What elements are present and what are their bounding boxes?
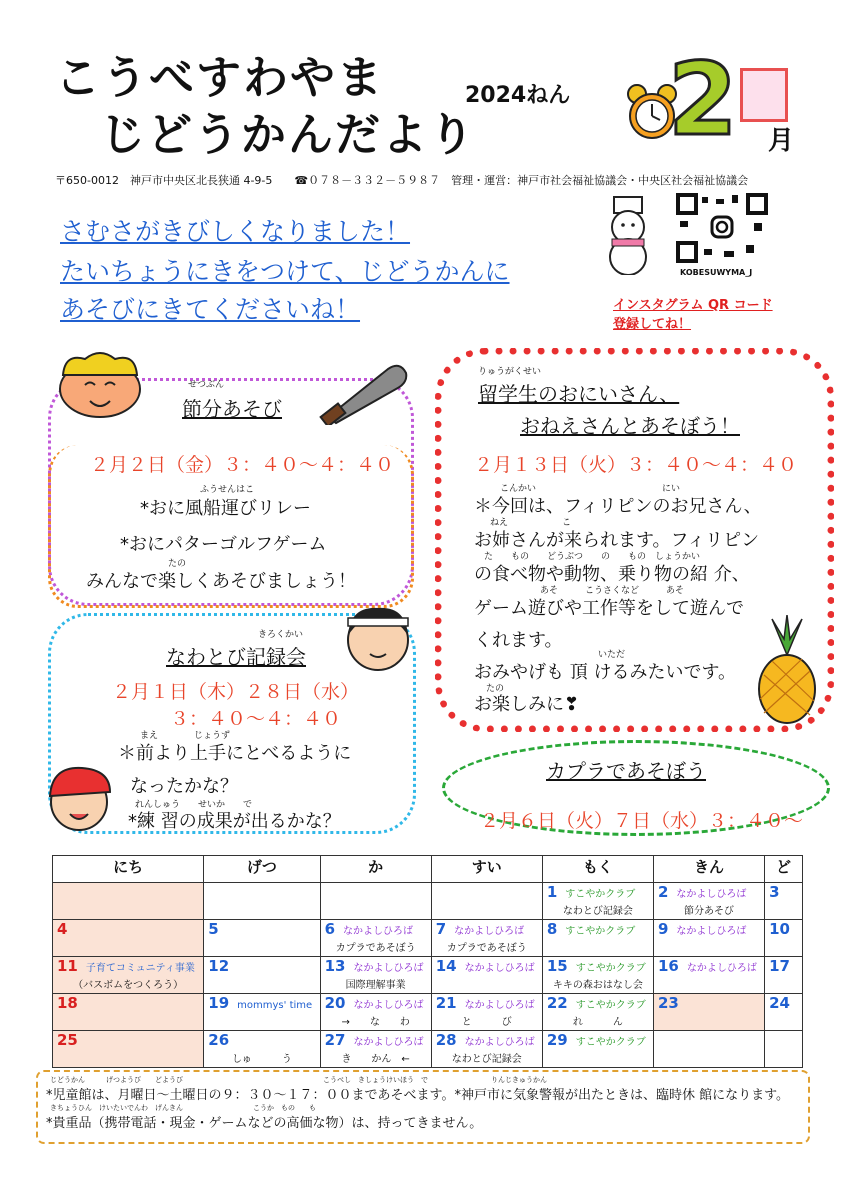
day-club-label: すこやかクラブ bbox=[575, 963, 646, 974]
snowman-icon bbox=[596, 195, 660, 275]
calendar-table bbox=[52, 855, 803, 1068]
calendar-day-cell bbox=[53, 994, 204, 1031]
day-club-label: なかよしひろば bbox=[464, 1000, 535, 1011]
day-club-label: なかよしひろば bbox=[454, 926, 525, 937]
day-club-label: なかよしひろば bbox=[464, 1037, 535, 1048]
calendar-day-cell bbox=[204, 957, 320, 994]
instagram-id: KOBESUWYMA_J bbox=[680, 268, 753, 277]
calendar-day-cell bbox=[320, 883, 431, 920]
calendar-header-row bbox=[53, 856, 803, 883]
oni-illustration-icon bbox=[45, 345, 155, 425]
child-cap-icon bbox=[40, 758, 118, 836]
calendar-day-cell bbox=[320, 920, 431, 957]
window-icon bbox=[740, 68, 788, 122]
calendar-day-cell bbox=[653, 1031, 764, 1068]
day-number: 26 bbox=[208, 1031, 230, 1049]
calendar-week-row bbox=[53, 994, 803, 1031]
calendar-day-cell bbox=[53, 1031, 204, 1068]
nawatobi-title: なわとび記録会 bbox=[166, 645, 306, 669]
header-sat: ど bbox=[765, 856, 803, 883]
day-number: 20 bbox=[324, 994, 346, 1012]
calendar-day-cell bbox=[204, 883, 320, 920]
nawatobi-ruby: きろくかい bbox=[258, 630, 304, 640]
day-number: 24 bbox=[769, 994, 790, 1012]
calendar-day-cell bbox=[653, 920, 764, 957]
nawatobi-date2: ３：４０～４：４０ bbox=[170, 708, 342, 730]
day-club-label: なかよしひろば bbox=[464, 963, 535, 974]
instagram-label: インスタグラム QR コード bbox=[613, 298, 773, 313]
setsubun-date: ２月２日（金）３：４０～４：４０ bbox=[90, 454, 395, 476]
day-club-label: なかよしひろば bbox=[353, 963, 424, 974]
calendar-day-cell bbox=[320, 1031, 431, 1068]
ryugakusei-line3: の食べ物や動物、乗り物の紹 介、 bbox=[474, 564, 750, 585]
day-number: 12 bbox=[208, 957, 230, 975]
calendar-week-row bbox=[53, 957, 803, 994]
setsubun-ruby-line1: ふうせんはこ bbox=[200, 485, 255, 495]
calendar-day-cell bbox=[653, 957, 764, 994]
setsubun-line3: みんなで楽しくあそびましょう！ bbox=[86, 571, 356, 592]
calendar-day-cell bbox=[53, 957, 204, 994]
day-number: 17 bbox=[769, 957, 790, 975]
day-number: 3 bbox=[769, 883, 780, 901]
month-kanji: 月 bbox=[768, 126, 795, 156]
calendar-day-cell bbox=[542, 957, 653, 994]
month-number: 2 bbox=[668, 41, 738, 158]
ryugakusei-line5: くれます。 bbox=[474, 630, 563, 651]
ryugakusei-line1: ＊今回は、フィリピンのお兄さん、 bbox=[474, 496, 762, 517]
child-headband-icon bbox=[338, 596, 418, 676]
day-number: 18 bbox=[57, 994, 78, 1012]
message-line3: あそびにきてくださいね！ bbox=[60, 295, 361, 324]
day-club-label: なかよしひろば bbox=[353, 1000, 424, 1011]
setsubun-ruby-line3: たの bbox=[168, 559, 187, 569]
club-illustration-icon bbox=[318, 355, 413, 425]
calendar-day-cell bbox=[431, 994, 542, 1031]
ryugakusei-ruby-line3: た もの どうぶつ の もの しょうかい bbox=[484, 552, 701, 562]
day-club-label: なかよしひろば bbox=[676, 926, 747, 937]
day-number: 29 bbox=[546, 1031, 568, 1049]
calendar-day-cell bbox=[431, 1031, 542, 1068]
day-club-label: なかよしひろば bbox=[686, 963, 757, 974]
ryugakusei-ruby-line7: たの bbox=[486, 684, 505, 694]
day-number: 5 bbox=[208, 920, 219, 938]
day-number: 9 bbox=[657, 920, 669, 938]
calendar-day-cell bbox=[320, 994, 431, 1031]
nawatobi-date1: ２月１日（木）２８日（水） bbox=[112, 681, 360, 703]
calendar-day-cell bbox=[53, 883, 204, 920]
calendar-week-row bbox=[53, 920, 803, 957]
day-number: 21 bbox=[435, 994, 457, 1012]
ryugakusei-ruby: りゅうがくせい bbox=[478, 367, 542, 377]
calendar-week-row bbox=[53, 1031, 803, 1068]
kapla-date: ２月６日（火）７日（水）３：４０～ bbox=[480, 810, 804, 832]
message-line1: さむさがきびしくなりました！ bbox=[60, 217, 411, 246]
day-event: → な わ bbox=[341, 1017, 410, 1028]
ryugakusei-ruby-line2: ねえ こ bbox=[490, 518, 572, 528]
calendar-day-cell bbox=[204, 920, 320, 957]
notes-ruby2: きちょうひん けいたいでんわ げんきん こうか もの も bbox=[50, 1104, 316, 1112]
day-number: 28 bbox=[435, 1031, 457, 1049]
day-number: 23 bbox=[657, 994, 679, 1012]
calendar-day-cell bbox=[204, 1031, 320, 1068]
header-tue: か bbox=[320, 856, 431, 883]
calendar-day-cell bbox=[765, 957, 803, 994]
notes-line1: *児童館は、月曜日～土曜日の９：３０～１７：００まであそべます。*神戸市に気象警報が出たときは、臨時休 館になります。 bbox=[46, 1088, 790, 1103]
calendar-day-cell bbox=[542, 920, 653, 957]
day-event: なわとび記録会 bbox=[562, 906, 633, 917]
setsubun-ruby: せつぶん bbox=[188, 380, 225, 390]
kapla-title: カプラであそぼう bbox=[546, 759, 706, 783]
calendar-day-cell bbox=[204, 994, 320, 1031]
ryugakusei-line7: お楽しみに❣ bbox=[474, 694, 580, 715]
calendar-day-cell bbox=[431, 957, 542, 994]
calendar-day-cell bbox=[320, 957, 431, 994]
ryugakusei-line2: お姉さんが来られます。フィリピン bbox=[474, 530, 760, 551]
day-number: 13 bbox=[324, 957, 346, 975]
day-number: 15 bbox=[546, 957, 568, 975]
day-club-label: 子育てコミュニティ事業 bbox=[85, 963, 195, 974]
day-number: 22 bbox=[546, 994, 568, 1012]
day-club-label: すこやかクラブ bbox=[575, 1000, 646, 1011]
day-event: 国際理解事業 bbox=[345, 980, 406, 991]
day-event: 節分あそび bbox=[684, 906, 735, 917]
nawatobi-line3: *練 習の成果が出るかな？ bbox=[128, 811, 341, 832]
day-number: 11 bbox=[57, 957, 78, 975]
calendar-day-cell bbox=[431, 920, 542, 957]
calendar-day-cell bbox=[765, 883, 803, 920]
pineapple-icon bbox=[752, 615, 822, 725]
ryugakusei-date: ２月１３日（火）３：４０～４：４０ bbox=[474, 454, 798, 476]
header-wed: すい bbox=[431, 856, 542, 883]
day-event: しゅ う bbox=[231, 1054, 292, 1065]
calendar-day-cell bbox=[542, 994, 653, 1031]
message-line2: たいちょうにきをつけて、じどうかんに bbox=[60, 257, 510, 286]
day-club-label: なかよしひろば bbox=[343, 926, 414, 937]
day-event: れ ん bbox=[572, 1017, 623, 1028]
notes-ruby1: じどうかん げつようび どようび こうべし きしょうけいほう で りんじきゅうかん bbox=[50, 1076, 547, 1084]
calendar-day-cell bbox=[431, 883, 542, 920]
day-club-label: すこやかクラブ bbox=[575, 1037, 646, 1048]
ryugakusei-line4: ゲーム遊びや工作等をして遊んで bbox=[474, 598, 744, 619]
header-thu: もく bbox=[542, 856, 653, 883]
day-event: カプラであそぼう bbox=[446, 943, 527, 954]
calendar-day-cell bbox=[542, 1031, 653, 1068]
ryugakusei-ruby-line6: いただ bbox=[598, 650, 626, 660]
day-club-label: すこやかクラブ bbox=[565, 889, 636, 900]
day-event: キキの森おはなし会 bbox=[552, 980, 643, 991]
notes-line2: *貴重品（携帯電話・現金・ゲームなどの高価な物）は、持ってきません。 bbox=[46, 1116, 483, 1131]
day-event: なわとび記録会 bbox=[451, 1054, 522, 1065]
calendar-day-cell bbox=[53, 920, 204, 957]
day-event: き かん ← bbox=[341, 1054, 410, 1065]
day-number: 16 bbox=[657, 957, 679, 975]
day-number: 10 bbox=[769, 920, 790, 938]
calendar-day-cell bbox=[653, 994, 764, 1031]
day-number: 1 bbox=[546, 883, 558, 901]
calendar-day-cell bbox=[765, 1031, 803, 1068]
calendar-week-row bbox=[53, 883, 803, 920]
day-number: 7 bbox=[435, 920, 447, 938]
day-event: カプラであそぼう bbox=[335, 943, 416, 954]
address-line: 〒650-0012 神戸市中央区北長狭通 4-9-5 ☎０７８－３３２－５９８７ 管理・運営：神戸市社会福祉協議会・中央区社会福祉協議会 bbox=[55, 174, 749, 187]
ryugakusei-ruby-line4: あそ こうさくなど あそ bbox=[540, 586, 685, 596]
day-number: 27 bbox=[324, 1031, 346, 1049]
setsubun-line1: *おに風船運びリレー bbox=[140, 498, 311, 519]
day-number: 25 bbox=[57, 1031, 78, 1049]
day-number: 6 bbox=[324, 920, 336, 938]
day-club-label: mommys' time bbox=[237, 1000, 313, 1011]
ryugakusei-title2: おねえさんとあそぼう！ bbox=[520, 414, 740, 438]
day-club-label: すこやかクラブ bbox=[565, 926, 636, 937]
year: 2024ねん bbox=[465, 83, 571, 108]
nawatobi-line1: ＊前より上手にとべるように bbox=[118, 743, 352, 764]
calendar-day-cell bbox=[765, 994, 803, 1031]
day-club-label: なかよしひろば bbox=[676, 889, 747, 900]
setsubun-line2: *おにパターゴルフゲーム bbox=[120, 534, 327, 555]
header-sun: にち bbox=[53, 856, 204, 883]
day-event: （バスボムをつくろう） bbox=[73, 980, 184, 991]
day-number: 14 bbox=[435, 957, 457, 975]
ryugakusei-title1: 留学生のおにいさん、 bbox=[478, 382, 680, 406]
instagram-register: 登録してね！ bbox=[613, 317, 692, 332]
day-club-label: なかよしひろば bbox=[353, 1037, 424, 1048]
header-fri: きん bbox=[653, 856, 764, 883]
nawatobi-ruby-line3: れんしゅう せいか で bbox=[135, 800, 253, 810]
day-number: 8 bbox=[546, 920, 558, 938]
calendar-day-cell bbox=[542, 883, 653, 920]
nawatobi-ruby-line1: まえ じょうず bbox=[140, 731, 231, 741]
header-mon: げつ bbox=[204, 856, 320, 883]
day-number: 4 bbox=[57, 920, 68, 938]
title-line2: じどうかんだより bbox=[100, 108, 477, 161]
day-event: と び bbox=[461, 1017, 512, 1028]
nawatobi-line2: なったかな？ bbox=[130, 776, 238, 797]
day-number: 19 bbox=[208, 994, 230, 1012]
ryugakusei-ruby-line1: こんかい にい bbox=[500, 484, 681, 494]
day-number: 2 bbox=[657, 883, 669, 901]
calendar-day-cell bbox=[653, 883, 764, 920]
instagram-qr-code[interactable] bbox=[676, 193, 768, 263]
ryugakusei-line6: おみやげも 頂 けるみたいです。 bbox=[474, 662, 737, 683]
title-line1: こうべすわやま bbox=[55, 51, 385, 104]
calendar-day-cell bbox=[765, 920, 803, 957]
setsubun-title: 節分あそび bbox=[182, 397, 282, 421]
